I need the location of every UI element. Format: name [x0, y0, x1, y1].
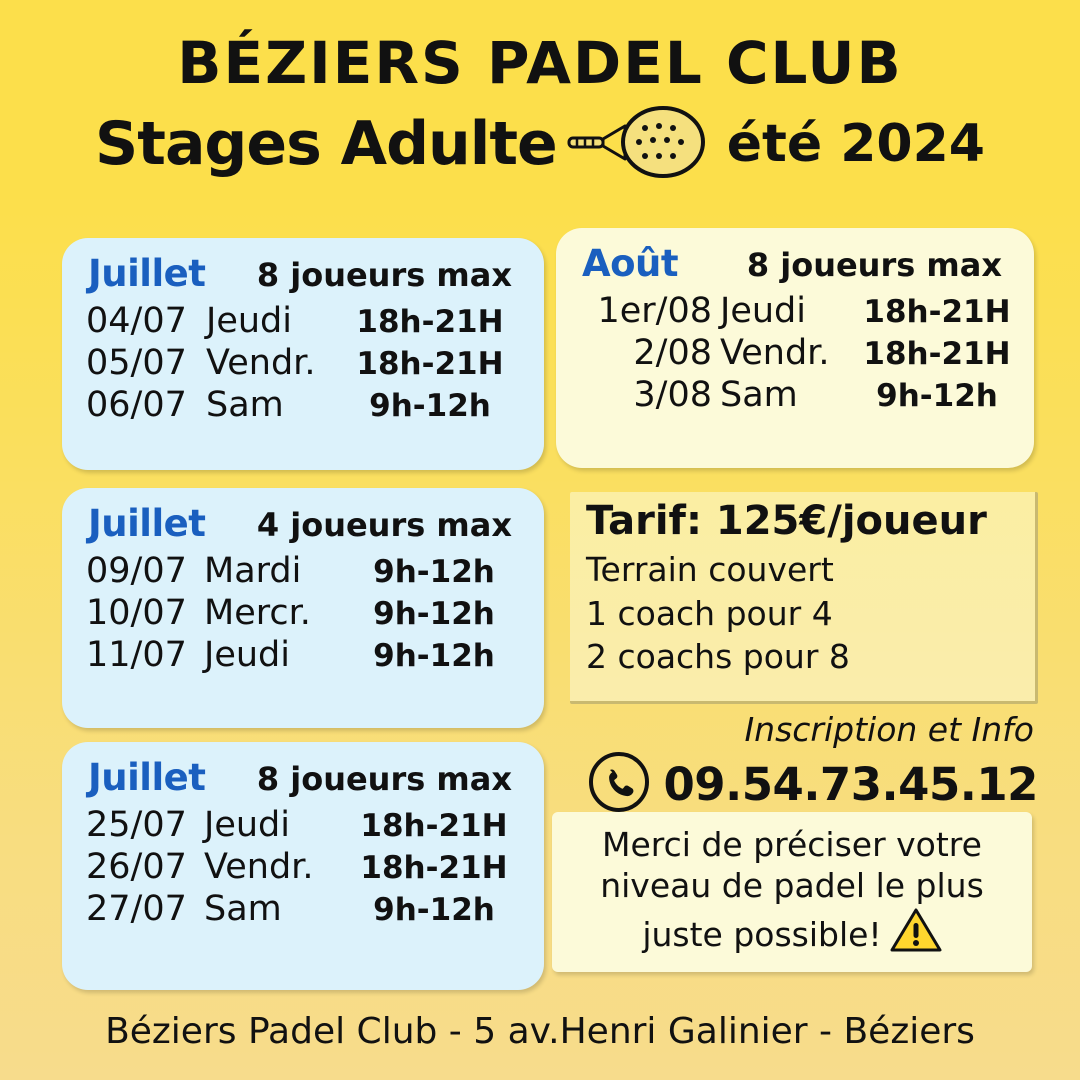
list-item	[86, 889, 524, 929]
footer-address: Béziers Padel Club - 5 av.Henri Galinier - Béziers	[105, 1011, 975, 1052]
session-day: Jeudi	[720, 291, 806, 331]
phone-icon	[588, 751, 650, 817]
list-item	[86, 847, 524, 887]
list-item	[86, 343, 524, 383]
tarif-line-2: 1 coach pour 4	[586, 593, 833, 633]
schedule-card-july-3	[62, 742, 544, 990]
session-list	[62, 803, 544, 945]
session-day: Mercr.	[204, 593, 311, 633]
card-header	[62, 238, 544, 299]
inscription-block	[560, 710, 1038, 817]
session-date: 11/07	[86, 635, 187, 675]
session-time: 9h-12h	[369, 388, 491, 424]
session-list	[556, 289, 1034, 431]
session-date: 09/07	[86, 551, 187, 591]
list-item	[86, 635, 524, 675]
session-date: 10/07	[86, 593, 187, 633]
note-line-1: Merci de préciser votre	[602, 825, 982, 864]
session-list	[62, 299, 544, 441]
session-date: 1er/08	[597, 291, 712, 331]
session-date: 26/07	[86, 847, 187, 887]
list-item	[86, 593, 524, 633]
session-day: Sam	[720, 375, 798, 415]
tarif-box	[570, 492, 1038, 704]
session-day: Jeudi	[206, 301, 292, 341]
note-box	[552, 812, 1032, 972]
warning-triangle-icon	[890, 907, 942, 962]
session-time: 18h-21H	[360, 808, 508, 844]
note-line-3: juste possible!	[642, 914, 882, 954]
max-players-label: 8 joueurs max	[746, 246, 1002, 284]
list-item	[86, 551, 524, 591]
tarif-title: Tarif: 125€/joueur	[586, 498, 987, 544]
list-item	[580, 291, 1014, 331]
session-date: 05/07	[86, 343, 187, 383]
schedule-card-july-1	[62, 238, 544, 470]
inscription-label: Inscription et Info	[744, 710, 1034, 749]
tarif-line-3: 2 coachs pour 8	[586, 637, 850, 677]
note-line-2: niveau de padel le plus	[600, 866, 984, 906]
session-time: 18h-21H	[360, 850, 508, 886]
season-label: été 2024	[726, 114, 985, 174]
session-time: 18h-21H	[356, 346, 504, 382]
month-label: Juillet	[88, 756, 206, 799]
list-item	[86, 805, 524, 845]
session-time: 9h-12h	[373, 554, 495, 590]
session-time: 9h-12h	[876, 378, 998, 414]
session-time: 18h-21H	[863, 294, 1011, 330]
session-time: 9h-12h	[373, 892, 495, 928]
month-label: Juillet	[88, 502, 206, 545]
padel-racket-icon	[567, 106, 717, 182]
schedule-card-august	[556, 228, 1034, 468]
session-date: 06/07	[86, 385, 187, 425]
session-date: 3/08	[633, 375, 712, 415]
stages-subtitle: Stages Adulte	[95, 109, 557, 179]
session-day: Vendr.	[204, 847, 314, 887]
phone-number[interactable]: 09.54.73.45.12	[663, 757, 1038, 811]
session-day: Jeudi	[204, 805, 290, 845]
session-date: 2/08	[633, 333, 712, 373]
list-item	[86, 301, 524, 341]
page-title: BÉZIERS PADEL CLUB	[177, 29, 903, 97]
poster-header	[0, 0, 1080, 182]
month-label: Juillet	[88, 252, 206, 295]
note-line-3-row	[568, 907, 1016, 962]
session-day: Sam	[206, 385, 284, 425]
session-day: Jeudi	[204, 635, 290, 675]
max-players-label: 8 joueurs max	[256, 256, 512, 294]
session-day: Mardi	[204, 551, 302, 591]
session-date: 04/07	[86, 301, 187, 341]
session-time: 18h-21H	[356, 304, 504, 340]
card-header	[62, 742, 544, 803]
list-item	[580, 375, 1014, 415]
month-label: Août	[582, 242, 679, 285]
list-item	[580, 333, 1014, 373]
session-date: 27/07	[86, 889, 187, 929]
max-players-label: 4 joueurs max	[256, 506, 512, 544]
schedule-card-july-2	[62, 488, 544, 728]
session-day: Vendr.	[720, 333, 830, 373]
session-time: 9h-12h	[373, 638, 495, 674]
tarif-line-1: Terrain couvert	[586, 550, 834, 589]
session-list	[62, 549, 544, 691]
subtitle-row	[0, 106, 1080, 182]
phone-row[interactable]	[560, 751, 1038, 817]
list-item	[86, 385, 524, 425]
session-day: Sam	[204, 889, 282, 929]
card-header	[556, 228, 1034, 289]
session-day: Vendr.	[206, 343, 316, 383]
session-date: 25/07	[86, 805, 187, 845]
session-time: 9h-12h	[373, 596, 495, 632]
session-time: 18h-21H	[863, 336, 1011, 372]
card-header	[62, 488, 544, 549]
max-players-label: 8 joueurs max	[256, 760, 512, 798]
